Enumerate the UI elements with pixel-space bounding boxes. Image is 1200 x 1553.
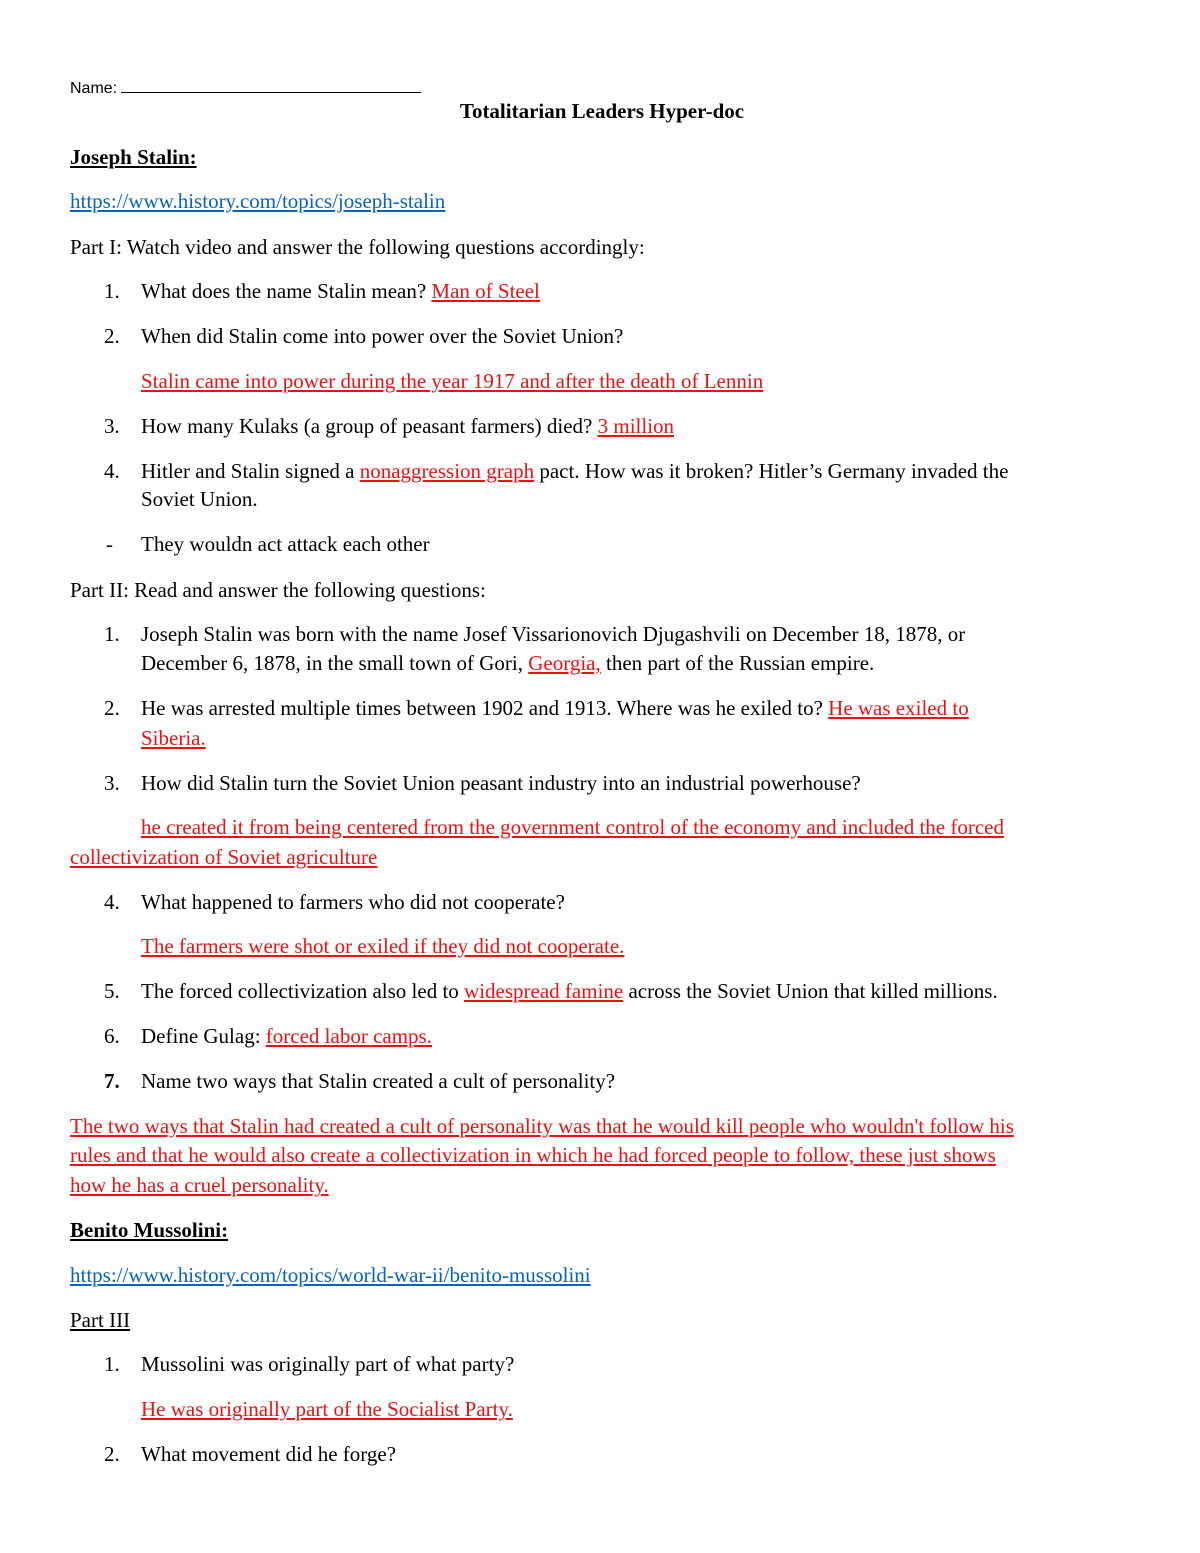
- mussolini-link[interactable]: https://www.history.com/topics/world-war-ii/benito-mussolini: [70, 1263, 591, 1287]
- list-number: 5.: [104, 979, 120, 1003]
- answer-text: nonaggression graph: [359, 459, 535, 483]
- list-number: 2.: [104, 324, 120, 348]
- list-number: 3.: [104, 414, 120, 438]
- question-text: What movement did he forge?: [141, 1442, 397, 1466]
- question-text: He was arrested multiple times between 1902 and 1913. Where was he exiled to?: [141, 696, 823, 720]
- question-text: Hitler and Stalin signed a: [141, 459, 355, 483]
- list-number: 4.: [104, 459, 120, 483]
- answer-text: forced labor camps.: [265, 1024, 432, 1048]
- part3-label: Part III: [70, 1308, 131, 1332]
- answer-text: He was exiled to: [828, 696, 969, 720]
- list-number: 2.: [104, 696, 120, 720]
- list-number: 4.: [104, 890, 120, 914]
- document-title: Totalitarian Leaders Hyper-doc: [459, 99, 745, 123]
- mussolini-heading: Benito Mussolini:: [70, 1218, 229, 1242]
- question-text: How did Stalin turn the Soviet Union peasant industry into an industrial powerhouse?: [141, 771, 861, 795]
- question-text: When did Stalin come into power over the Soviet Union?: [141, 324, 624, 348]
- answer-text: widespread famine: [464, 979, 624, 1003]
- question-text: Joseph Stalin was born with the name Josef Vissarionovich Djugashvili on December 18, 1878, or: [141, 622, 966, 646]
- part2-answer-3: he created it from being centered from the government control of the economy and included the forced: [141, 815, 1004, 839]
- list-number: 1.: [104, 279, 120, 303]
- name-label: Name:: [70, 80, 118, 97]
- question-text: pact. How was it broken? Hitler’s Germany invaded the: [539, 459, 1009, 483]
- question-text: The forced collectivization also led to: [141, 979, 459, 1003]
- list-number: 1.: [104, 1352, 120, 1376]
- part2-answer-2-cont: Siberia.: [141, 726, 206, 750]
- answer-text: Man of Steel: [431, 279, 540, 303]
- list-number: 3.: [104, 771, 120, 795]
- answer-text: Georgia,: [528, 651, 601, 675]
- dash-text: They wouldn act attack each other: [141, 532, 430, 556]
- dash-marker: -: [106, 532, 113, 556]
- question-text: How many Kulaks (a group of peasant farmers) died?: [141, 414, 593, 438]
- part3-answer-1: He was originally part of the Socialist Party.: [141, 1397, 513, 1421]
- question-text: What does the name Stalin mean?: [141, 279, 427, 303]
- part1-answer-2: Stalin came into power during the year 1917 and after the death of Lennin: [141, 369, 764, 393]
- list-number: 6.: [104, 1024, 120, 1048]
- part2-question-1-cont: [141, 649, 874, 678]
- part2-answer-7-line-2: rules and that he would also create a collectivization in which he had forced people to follow, these just shows: [70, 1143, 996, 1167]
- part2-answer-7-line-1: The two ways that Stalin had created a cult of personality was that he would kill people who wouldn't follow his: [70, 1114, 1014, 1138]
- part2-answer-7-line-3: how he has a cruel personality.: [70, 1173, 329, 1197]
- name-blank-line[interactable]: [121, 78, 421, 93]
- part2-intro: Part II: Read and answer the following questions:: [70, 578, 486, 602]
- question-text: across the Soviet Union that killed millions.: [628, 979, 998, 1003]
- question-text: Name two ways that Stalin created a cult of personality?: [141, 1069, 616, 1093]
- part2-answer-4: The farmers were shot or exiled if they did not cooperate.: [141, 934, 625, 958]
- question-text: Mussolini was originally part of what party?: [141, 1352, 515, 1376]
- question-text: What happened to farmers who did not cooperate?: [141, 890, 565, 914]
- list-number: 1.: [104, 622, 120, 646]
- stalin-heading: Joseph Stalin:: [70, 145, 197, 169]
- question-text: then part of the Russian empire.: [606, 651, 875, 675]
- answer-text: 3 million: [597, 414, 675, 438]
- part1-question-4-cont: Soviet Union.: [141, 487, 258, 511]
- list-number: 7.: [104, 1069, 120, 1093]
- stalin-link[interactable]: https://www.history.com/topics/joseph-stalin: [70, 189, 446, 213]
- list-number: 2.: [104, 1442, 120, 1466]
- question-text: December 6, 1878, in the small town of Gori,: [141, 651, 523, 675]
- part1-intro: Part I: Watch video and answer the following questions accordingly:: [70, 235, 645, 259]
- part2-answer-3-cont: collectivization of Soviet agriculture: [70, 845, 378, 869]
- question-text: Define Gulag:: [141, 1024, 261, 1048]
